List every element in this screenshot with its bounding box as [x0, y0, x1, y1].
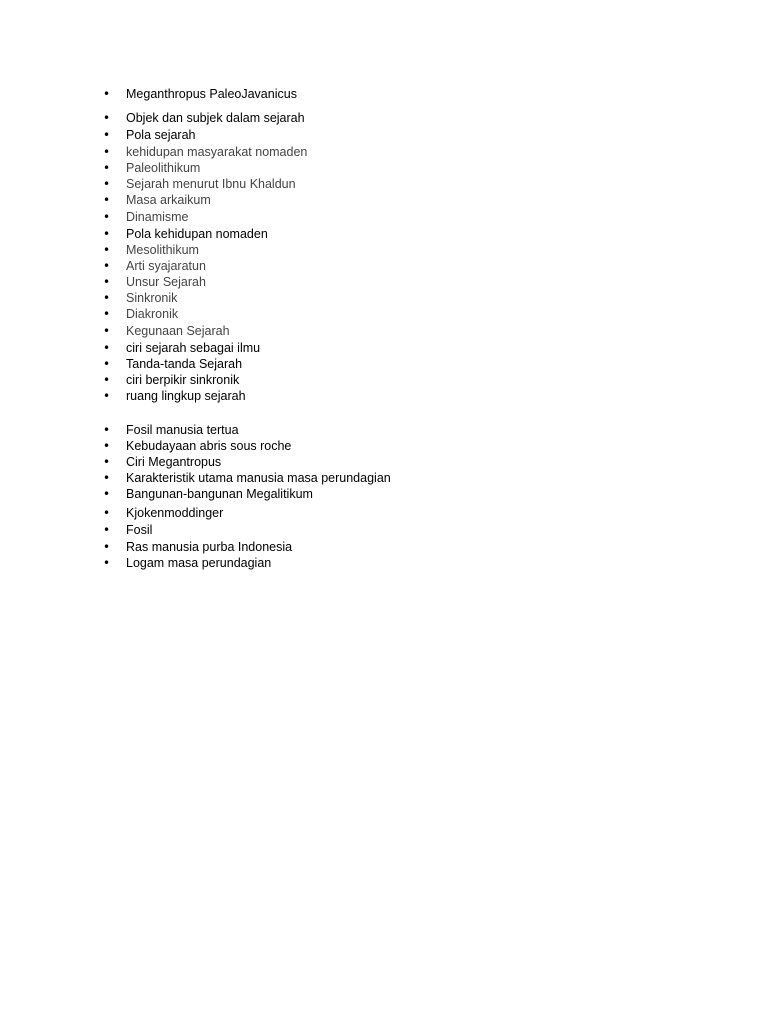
bullet-icon: • [103, 506, 111, 520]
list-item-text: Arti syajaratun [126, 259, 206, 273]
bullet-icon: • [103, 487, 111, 501]
list-item-text: Kjokenmoddinger [126, 506, 224, 520]
bullet-icon: • [103, 291, 111, 305]
list-item-text: Paleolithikum [126, 161, 201, 175]
bullet-icon: • [103, 177, 111, 191]
list-item-text: Ras manusia purba Indonesia [126, 540, 293, 554]
bullet-icon: • [103, 439, 111, 453]
list-item-text: Kebudayaan abris sous roche [126, 439, 292, 453]
list-item-text: Tanda-tanda Sejarah [126, 357, 243, 371]
list-item-text: ruang lingkup sejarah [126, 389, 246, 403]
bullet-icon: • [103, 145, 111, 159]
bullet-icon: • [103, 373, 111, 387]
bullet-icon: • [103, 324, 111, 338]
bullet-icon: • [103, 357, 111, 371]
list-item-text: Dinamisme [126, 210, 189, 224]
bullet-icon: • [103, 193, 111, 207]
bullet-icon: • [103, 540, 111, 554]
bullet-icon: • [103, 259, 111, 273]
list-item-text: Mesolithikum [126, 243, 199, 257]
bullet-icon: • [103, 341, 111, 355]
bullet-icon: • [103, 275, 111, 289]
list-item-text: Fosil manusia tertua [126, 423, 239, 437]
bullet-icon: • [103, 423, 111, 437]
list-item-text: Objek dan subjek dalam sejarah [126, 111, 305, 125]
list-item-text: Masa arkaikum [126, 193, 211, 207]
list-item-text: Unsur Sejarah [126, 275, 206, 289]
list-item-text: Bangunan-bangunan Megalitikum [126, 487, 313, 501]
bullet-icon: • [103, 523, 111, 537]
list-item-text: Sinkronik [126, 291, 178, 305]
list-item-text: kehidupan masyarakat nomaden [126, 145, 308, 159]
bullet-icon: • [103, 111, 111, 125]
list-item-text: ciri sejarah sebagai ilmu [126, 341, 261, 355]
list-item-text: Pola kehidupan nomaden [126, 227, 268, 241]
list-item-text: ciri berpikir sinkronik [126, 373, 240, 387]
list-item-text: Sejarah menurut Ibnu Khaldun [126, 177, 296, 191]
bullet-icon: • [103, 243, 111, 257]
bullet-icon: • [103, 389, 111, 403]
list-item-text: Logam masa perundagian [126, 556, 272, 570]
list-item-text: Kegunaan Sejarah [126, 324, 230, 338]
list-item-text: Fosil [126, 523, 153, 537]
bullet-icon: • [103, 227, 111, 241]
bullet-icon: • [103, 161, 111, 175]
bullet-icon: • [103, 307, 111, 321]
list-item-text: Meganthropus PaleoJavanicus [126, 87, 297, 101]
bullet-icon: • [103, 87, 111, 101]
bullet-icon: • [103, 128, 111, 142]
list-item-text: Pola sejarah [126, 128, 196, 142]
bullet-icon: • [103, 556, 111, 570]
list-item-text: Ciri Megantropus [126, 455, 222, 469]
list-item-text: Karakteristik utama manusia masa perundagian [126, 471, 391, 485]
list-item-text: Diakronik [126, 307, 179, 321]
bullet-icon: • [103, 210, 111, 224]
bullet-icon: • [103, 455, 111, 469]
bullet-icon: • [103, 471, 111, 485]
